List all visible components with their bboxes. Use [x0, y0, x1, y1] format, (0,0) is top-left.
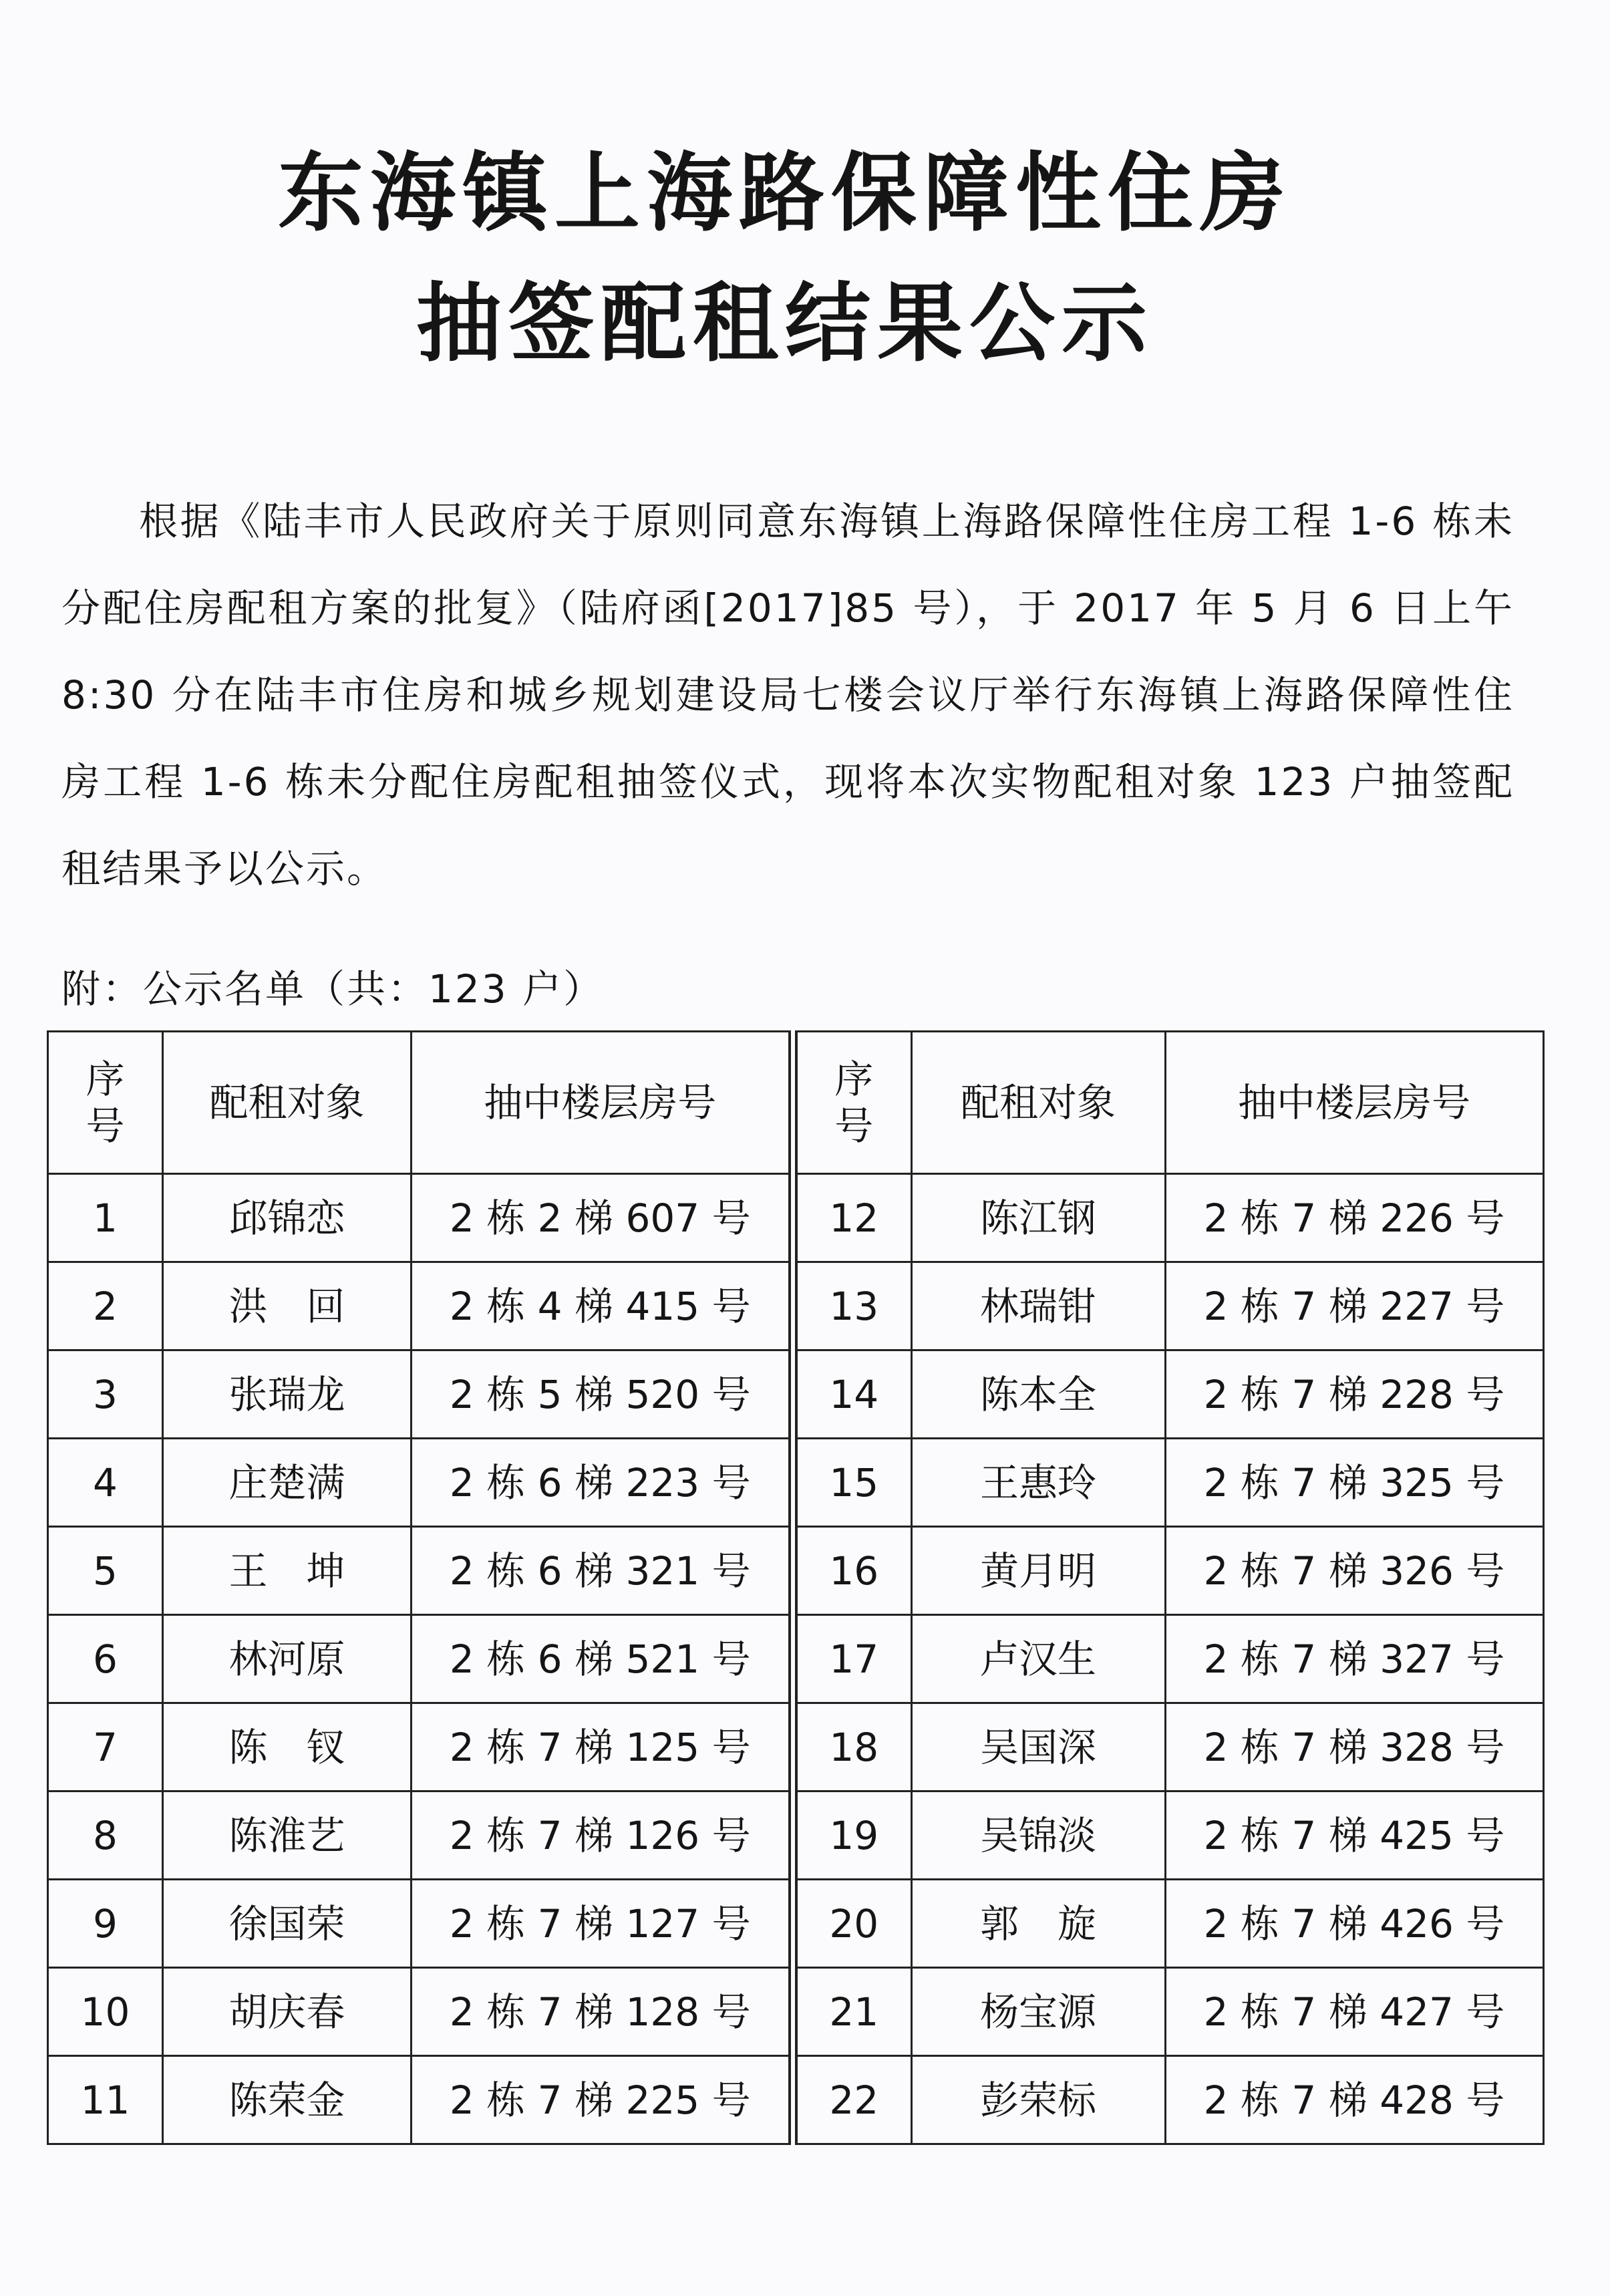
cell-seq: 12 [796, 1174, 911, 1262]
cell-name: 林河原 [163, 1615, 412, 1703]
cell-room: 2 栋 7 梯 228 号 [1165, 1350, 1543, 1439]
table-row [796, 1703, 1543, 1791]
table-row [796, 1262, 1543, 1350]
cell-seq: 1 [48, 1174, 163, 1262]
cell-seq: 7 [48, 1703, 163, 1791]
cell-room: 2 栋 6 梯 223 号 [412, 1439, 790, 1527]
table-row [48, 1615, 790, 1703]
page-title-line-1: 东海镇上海路保障性住房 [277, 144, 1292, 243]
cell-name: 陈 钗 [163, 1703, 412, 1791]
table-row [796, 1968, 1543, 2056]
roster-table-right [795, 1030, 1545, 2145]
cell-seq: 19 [796, 1791, 911, 1880]
cell-name: 吴锦淡 [911, 1791, 1165, 1880]
table-row [796, 2056, 1543, 2144]
table-header-row [796, 1032, 1543, 1174]
cell-room: 2 栋 7 梯 427 号 [1165, 1968, 1543, 2056]
cell-seq: 4 [48, 1439, 163, 1527]
notice-paragraph [61, 478, 1514, 912]
cell-room: 2 栋 7 梯 227 号 [1165, 1262, 1543, 1350]
table-row [796, 1439, 1543, 1527]
cell-seq: 5 [48, 1527, 163, 1615]
table-header-row [48, 1032, 790, 1174]
cell-seq: 9 [48, 1880, 163, 1968]
table-row [48, 1527, 790, 1615]
table-row [48, 1703, 790, 1791]
table-body-right [796, 1174, 1543, 2144]
page-title-line-2: 抽签配租结果公示 [416, 274, 1154, 374]
column-header-seq-line1: 序 [86, 1056, 125, 1102]
cell-room: 2 栋 7 梯 125 号 [412, 1703, 790, 1791]
notice-paragraph-text: 根据《陆丰市人民政府关于原则同意东海镇上海路保障性住房工程 1-6 栋未分配住房配租方案的批复》（陆府函[2017]85 号），于 2017 年 5 月 6 日上午 8:30 分在陆丰市住房和城乡规划建设局七楼会议厅举行东海镇上海路保障性住房工程 1-6 栋未分配住房配租抽签仪式，现将本次实物配租对象 123 户抽签配租结果予以公示。 [61, 498, 1514, 891]
cell-room: 2 栋 2 梯 607 号 [412, 1174, 790, 1262]
cell-room: 2 栋 7 梯 226 号 [1165, 1174, 1543, 1262]
cell-name: 杨宝源 [911, 1968, 1165, 2056]
cell-seq: 10 [48, 1968, 163, 2056]
cell-name: 陈荣金 [163, 2056, 412, 2144]
cell-room: 2 栋 7 梯 325 号 [1165, 1439, 1543, 1527]
cell-seq: 15 [796, 1439, 911, 1527]
cell-seq: 17 [796, 1615, 911, 1703]
cell-room: 2 栋 6 梯 321 号 [412, 1527, 790, 1615]
cell-name: 洪 回 [163, 1262, 412, 1350]
cell-room: 2 栋 7 梯 428 号 [1165, 2056, 1543, 2144]
cell-name: 彭荣标 [911, 2056, 1165, 2144]
table-row [796, 1880, 1543, 1968]
cell-seq: 13 [796, 1262, 911, 1350]
table-body-left [48, 1174, 790, 2144]
table-row [48, 2056, 790, 2144]
cell-room: 2 栋 4 梯 415 号 [412, 1262, 790, 1350]
cell-seq: 18 [796, 1703, 911, 1791]
table-row [796, 1350, 1543, 1439]
table-row [796, 1527, 1543, 1615]
table-row [48, 1262, 790, 1350]
cell-name: 林瑞钳 [911, 1262, 1165, 1350]
column-header-seq [48, 1032, 163, 1174]
cell-name: 邱锦恋 [163, 1174, 412, 1262]
cell-name: 陈淮艺 [163, 1791, 412, 1880]
cell-room: 2 栋 7 梯 328 号 [1165, 1703, 1543, 1791]
cell-room: 2 栋 7 梯 327 号 [1165, 1615, 1543, 1703]
table-row [48, 1968, 790, 2056]
cell-room: 2 栋 7 梯 127 号 [412, 1880, 790, 1968]
table-row [48, 1174, 790, 1262]
cell-seq: 22 [796, 2056, 911, 2144]
cell-seq: 3 [48, 1350, 163, 1439]
table-row [48, 1880, 790, 1968]
roster-table-left [47, 1030, 791, 2145]
table-row [796, 1791, 1543, 1880]
column-header-seq-line2: 号 [86, 1103, 125, 1149]
cell-name: 吴国深 [911, 1703, 1165, 1791]
table-row [48, 1439, 790, 1527]
cell-seq: 16 [796, 1527, 911, 1615]
column-header-room: 抽中楼层房号 [1165, 1032, 1543, 1174]
cell-name: 张瑞龙 [163, 1350, 412, 1439]
column-header-seq [796, 1032, 911, 1174]
table-row [48, 1350, 790, 1439]
cell-room: 2 栋 7 梯 128 号 [412, 1968, 790, 2056]
cell-room: 2 栋 5 梯 520 号 [412, 1350, 790, 1439]
cell-seq: 2 [48, 1262, 163, 1350]
cell-room: 2 栋 6 梯 521 号 [412, 1615, 790, 1703]
cell-seq: 8 [48, 1791, 163, 1880]
cell-name: 黄月明 [911, 1527, 1165, 1615]
table-row [48, 1791, 790, 1880]
cell-name: 庄楚满 [163, 1439, 412, 1527]
column-header-seq-line1: 序 [834, 1056, 874, 1102]
cell-name: 卢汉生 [911, 1615, 1165, 1703]
column-header-room: 抽中楼层房号 [412, 1032, 790, 1174]
cell-name: 徐国荣 [163, 1880, 412, 1968]
cell-room: 2 栋 7 梯 126 号 [412, 1791, 790, 1880]
cell-seq: 6 [48, 1615, 163, 1703]
cell-name: 陈江钢 [911, 1174, 1165, 1262]
cell-room: 2 栋 7 梯 326 号 [1165, 1527, 1543, 1615]
cell-seq: 20 [796, 1880, 911, 1968]
cell-seq: 11 [48, 2056, 163, 2144]
appendix-label: 附：公示名单（共：123 户） [61, 966, 605, 1012]
cell-room: 2 栋 7 梯 425 号 [1165, 1791, 1543, 1880]
column-header-name: 配租对象 [911, 1032, 1165, 1174]
table-row [796, 1174, 1543, 1262]
cell-name: 陈本全 [911, 1350, 1165, 1439]
cell-room: 2 栋 7 梯 426 号 [1165, 1880, 1543, 1968]
column-header-name: 配租对象 [163, 1032, 412, 1174]
cell-name: 郭 旋 [911, 1880, 1165, 1968]
cell-name: 王惠玲 [911, 1439, 1165, 1527]
cell-name: 王 坤 [163, 1527, 412, 1615]
cell-room: 2 栋 7 梯 225 号 [412, 2056, 790, 2144]
cell-seq: 21 [796, 1968, 911, 2056]
cell-name: 胡庆春 [163, 1968, 412, 2056]
column-header-seq-line2: 号 [834, 1103, 874, 1149]
cell-seq: 14 [796, 1350, 911, 1439]
table-row [796, 1615, 1543, 1703]
